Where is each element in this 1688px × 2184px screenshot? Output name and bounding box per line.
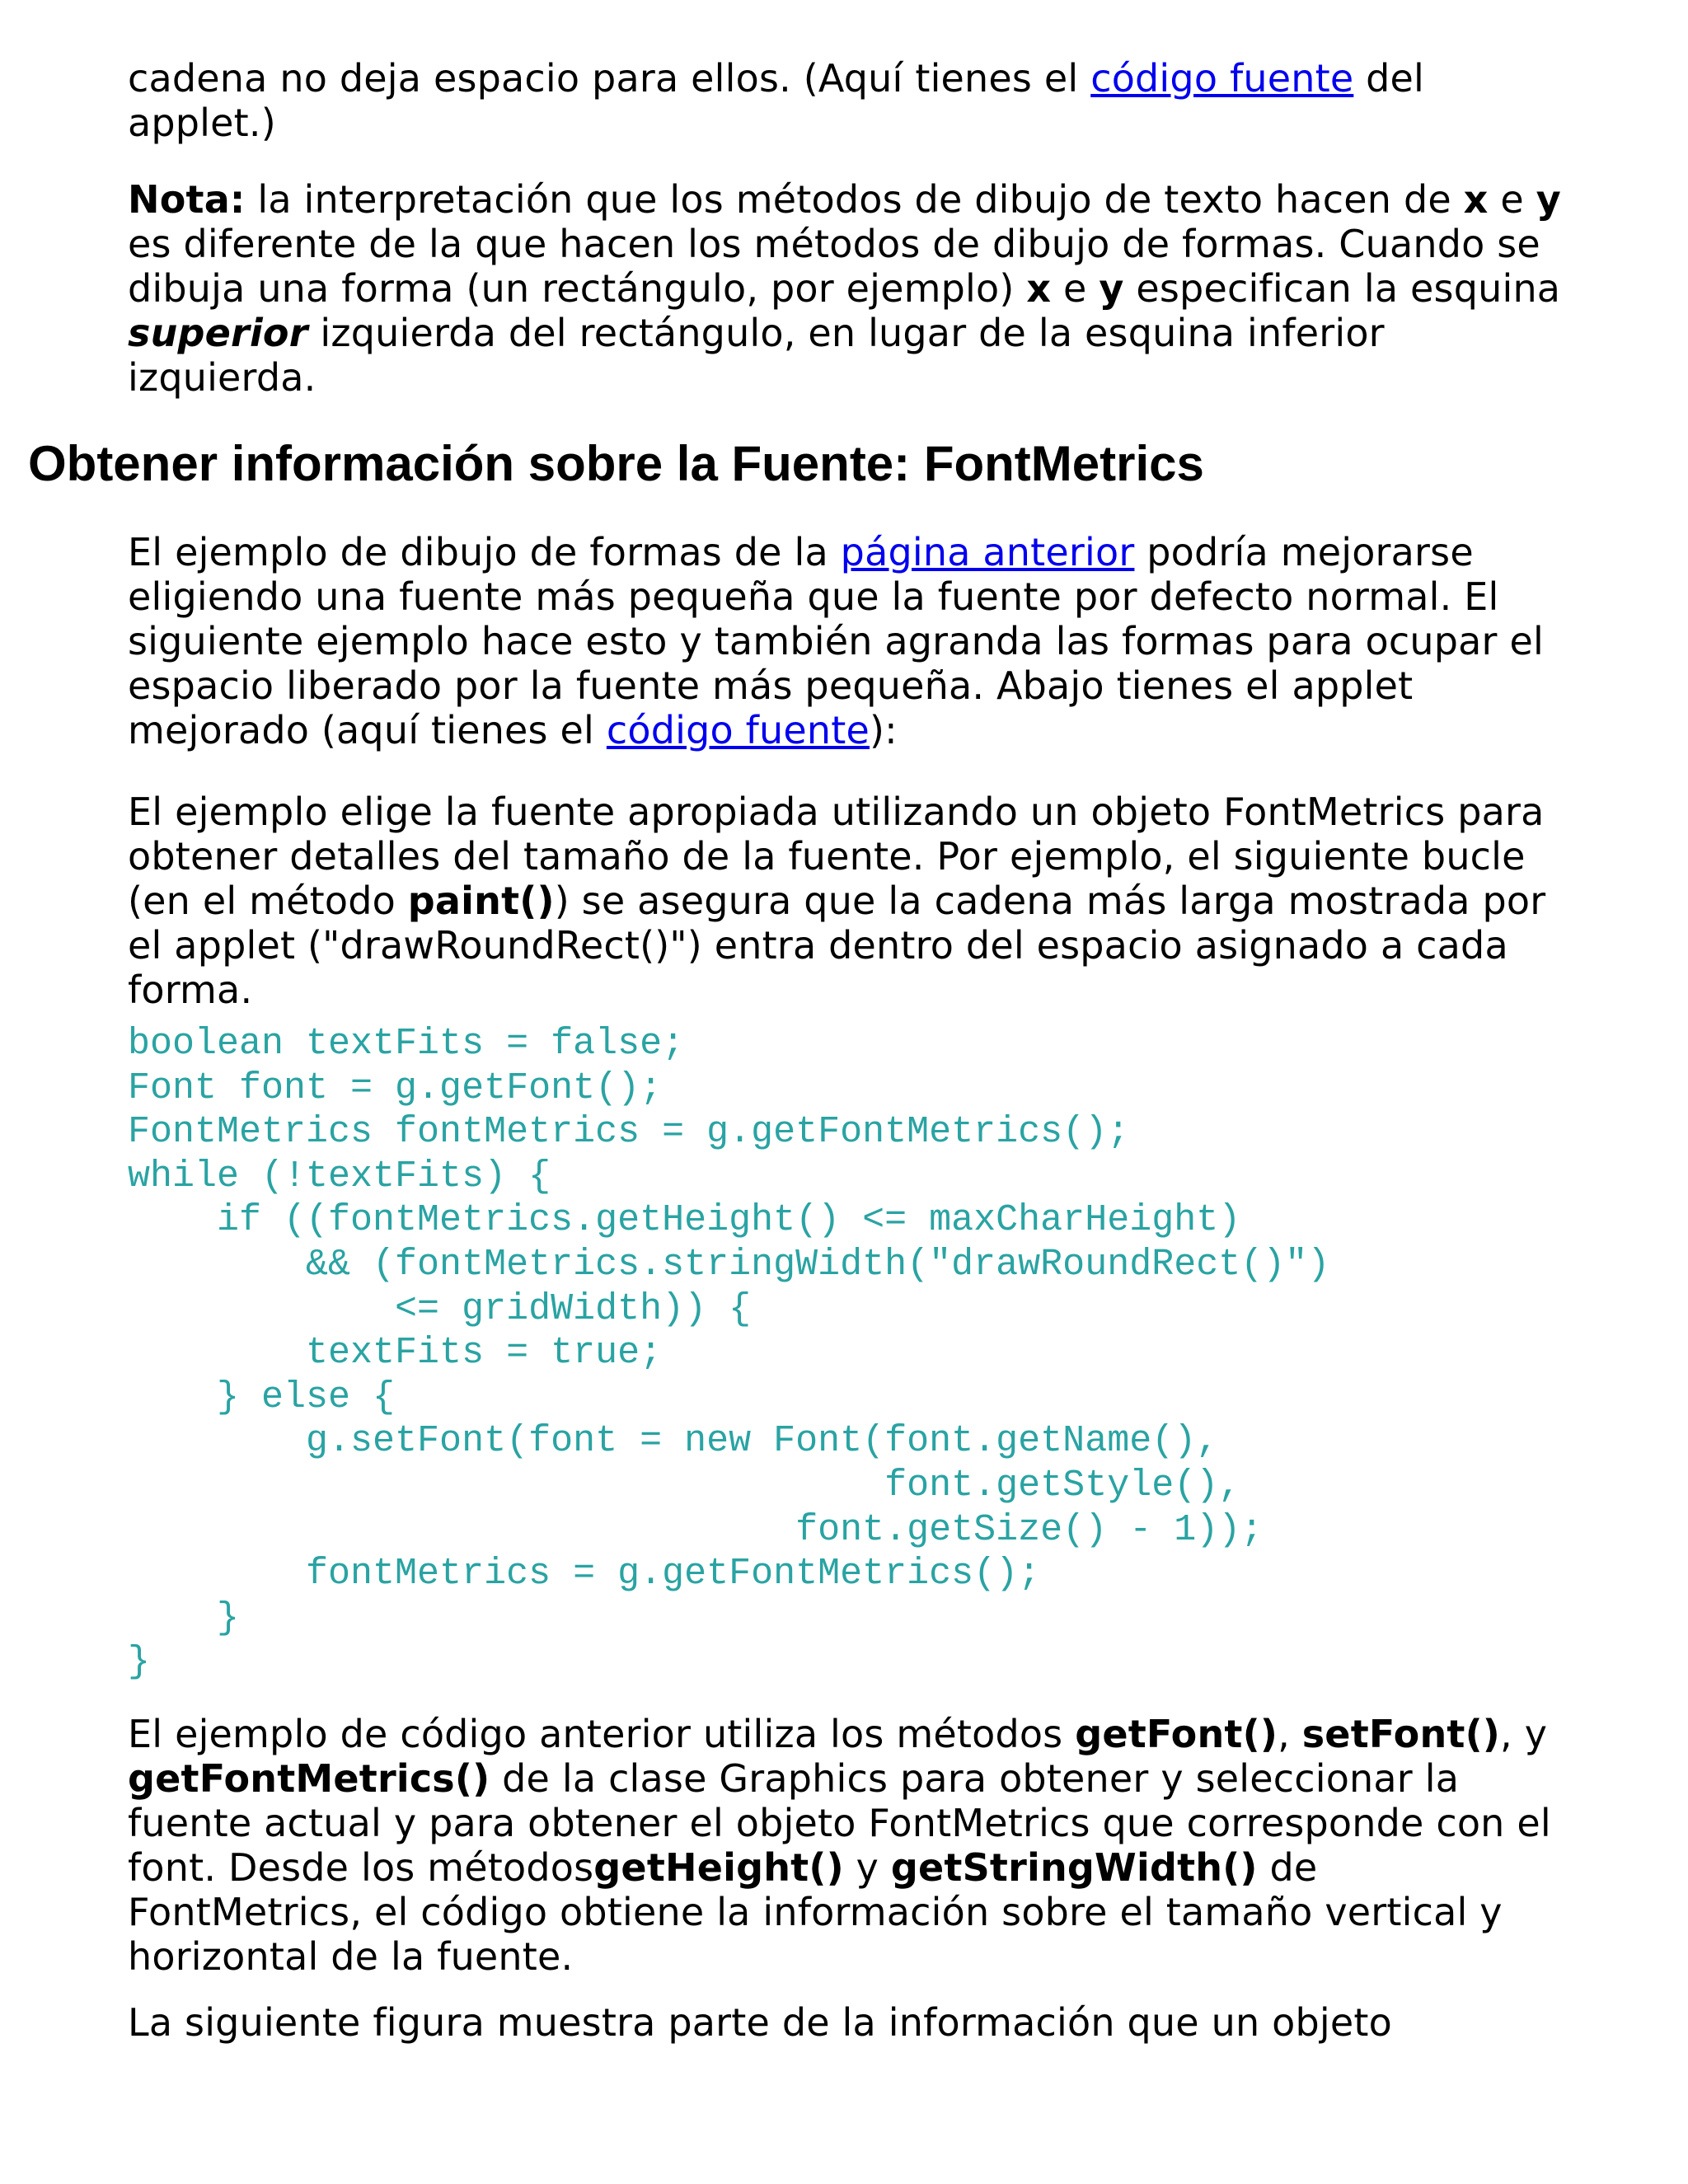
section-heading: Obtener información sobre la Fuente: FontMetrics xyxy=(28,436,1204,491)
method-getheight: getHeight() xyxy=(593,1845,844,1890)
text: izquierda del rectángulo, en lugar de la esquina inferior izquierda. xyxy=(128,311,1385,400)
y-var: y xyxy=(1536,177,1561,222)
text: e xyxy=(1488,177,1536,222)
x-var: x xyxy=(1026,266,1052,311)
method-setfont: setFont() xyxy=(1301,1712,1501,1756)
paragraph-improve xyxy=(128,530,1562,752)
paragraph-intro xyxy=(128,56,1562,145)
text: e xyxy=(1051,266,1100,311)
text: y xyxy=(843,1845,891,1890)
text: ): xyxy=(869,708,898,752)
method-getfontmetrics: getFontMetrics() xyxy=(128,1756,490,1801)
text: podría mejorarse eligiendo una fuente más pequeña que la fuente por defecto normal. El siguiente ejemplo hace esto y también agranda las formas para ocupar el espacio liberado por la fuente más pequeña. Abajo tienes el applet mejorado (aquí tienes el xyxy=(128,530,1544,752)
y-var: y xyxy=(1099,266,1124,311)
method-paint: paint() xyxy=(407,879,555,923)
text: especifican la esquina xyxy=(1123,266,1561,311)
text: la interpretación que los métodos de dibujo de texto hacen de xyxy=(245,177,1464,222)
text: ) se asegura que la cadena más larga mostrada por el applet ("drawRoundRect()") entra dentro del espacio asignado a cada forma. xyxy=(128,879,1546,1012)
previous-page-link[interactable]: página anterior xyxy=(840,530,1135,574)
paragraph-fontmetrics xyxy=(128,790,1562,1012)
text: El ejemplo de dibujo de formas de la xyxy=(128,530,841,574)
method-getstringwidth: getStringWidth() xyxy=(890,1845,1258,1890)
text: , xyxy=(1278,1712,1302,1756)
text: La siguiente figura muestra parte de la información que un objeto xyxy=(128,2000,1392,2045)
text: , y xyxy=(1500,1712,1548,1756)
text: El ejemplo elige la fuente apropiada utilizando un objeto FontMetrics para obtener detalles del tamaño de la fuente. Por ejemplo, el siguiente bucle (en el método xyxy=(128,790,1545,923)
paragraph-methods xyxy=(128,1712,1562,1979)
text: de la clase Graphics para obtener y seleccionar la fuente actual y para obtener el objeto FontMetrics que corresponde con el font. Desde los métodos xyxy=(128,1756,1551,1890)
source-code-link[interactable]: código fuente xyxy=(1090,56,1354,101)
source-code-link-2[interactable]: código fuente xyxy=(606,708,870,752)
text: de FontMetrics, el código obtiene la información sobre el tamaño vertical y horizontal de la fuente. xyxy=(128,1845,1503,1979)
note-label: Nota: xyxy=(128,177,246,222)
text: El ejemplo de código anterior utiliza los métodos xyxy=(128,1712,1076,1756)
paragraph-figure-intro xyxy=(128,2000,1562,2045)
emphasis-superior: superior xyxy=(128,311,308,355)
text: es diferente de la que hacen los métodos de dibujo de formas. Cuando se dibuja una forma (un rectángulo, por ejemplo) xyxy=(128,222,1540,311)
text: cadena no deja espacio para ellos. (Aquí tienes el xyxy=(128,56,1091,101)
text: del applet.) xyxy=(128,56,1425,145)
method-getfont: getFont() xyxy=(1075,1712,1278,1756)
note-paragraph xyxy=(128,177,1562,400)
x-var: x xyxy=(1463,177,1489,222)
code-block: boolean textFits = false; Font font = g.getFont(); FontMetrics fontMetrics = g.getFontMetrics(); while (!textFits) { if ((fontMetrics.getHeight() <= maxCharHeight) && (fontMetrics.stringWidth("drawRoundRect()") <= gridWidth)) { textFits = true; } else { g.setFont(font = new Font(font.getName(), font.getStyle(), font.getSize() - 1)); fontMetrics = g.getFontMetrics(); } } xyxy=(128,1023,1330,1684)
